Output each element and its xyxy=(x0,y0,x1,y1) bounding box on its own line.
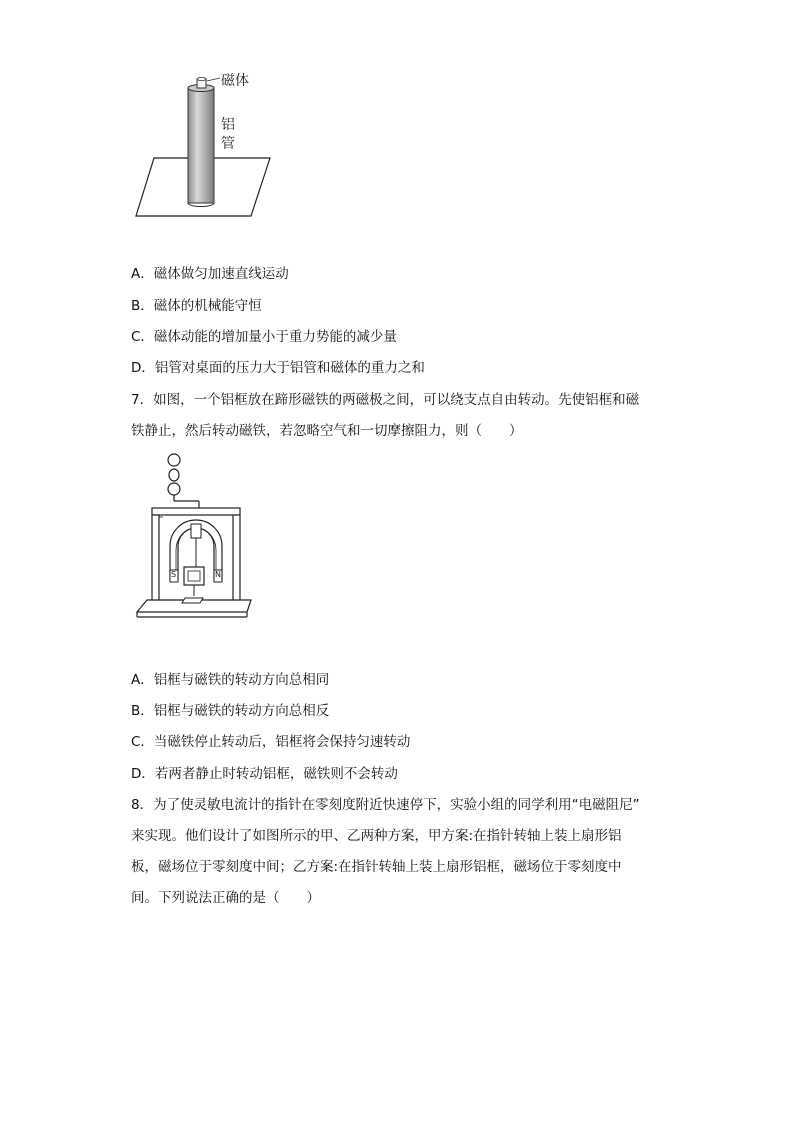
q8-stem-line3: 板，磁场位于零刻度中间；乙方案:在指针转轴上装上扇形铝框，磁场位于零刻度中 xyxy=(131,859,622,875)
q7-option-a: A．铝框与磁铁的转动方向总相同 xyxy=(131,672,330,688)
q7-stem-line1: 7．如图，一个铝框放在蹄形磁铁的两磁极之间，可以绕支点自由转动。先使铝框和磁 xyxy=(131,392,640,408)
q6-option-b: B．磁体的机械能守恒 xyxy=(131,298,262,314)
horseshoe-magnet-drawing xyxy=(133,452,257,624)
q6-option-a: A．磁体做匀加速直线运动 xyxy=(131,266,289,282)
q6-option-c: C．磁体动能的增加量小于重力势能的减少量 xyxy=(131,329,397,345)
pole-label-s: S xyxy=(171,570,177,579)
q8-stem-line2: 来实现。他们设计了如图所示的甲、乙两种方案，甲方案:在指针转轴上装上扇形铝 xyxy=(131,828,622,844)
q6-option-d: D．铝管对桌面的压力大于铝管和磁体的重力之和 xyxy=(131,360,425,376)
q8-stem-line4: 间。下列说法正确的是（ ） xyxy=(131,890,320,906)
figure-horseshoe-magnet xyxy=(133,452,257,624)
q7-option-c: C．当磁铁停止转动后，铝框将会保持匀速转动 xyxy=(131,734,411,750)
label-tube-char1: 铝 xyxy=(221,117,235,133)
figure-magnet-tube xyxy=(130,70,280,230)
q7-option-d: D．若两者静止时转动铝框，磁铁则不会转动 xyxy=(131,766,398,782)
label-magnet: 磁体 xyxy=(221,73,249,89)
q7-stem-line2: 铁静止，然后转动磁铁，若忽略空气和一切摩擦阻力，则（ ） xyxy=(131,423,523,439)
q7-option-b: B．铝框与磁铁的转动方向总相反 xyxy=(131,703,330,719)
pole-label-n: N xyxy=(215,570,221,579)
q8-stem-line1: 8．为了使灵敏电流计的指针在零刻度附近快速停下，实验小组的同学利用“电磁阻尼” xyxy=(131,797,640,813)
label-tube-char2: 管 xyxy=(221,136,235,152)
magnet-tube-drawing xyxy=(130,70,280,230)
